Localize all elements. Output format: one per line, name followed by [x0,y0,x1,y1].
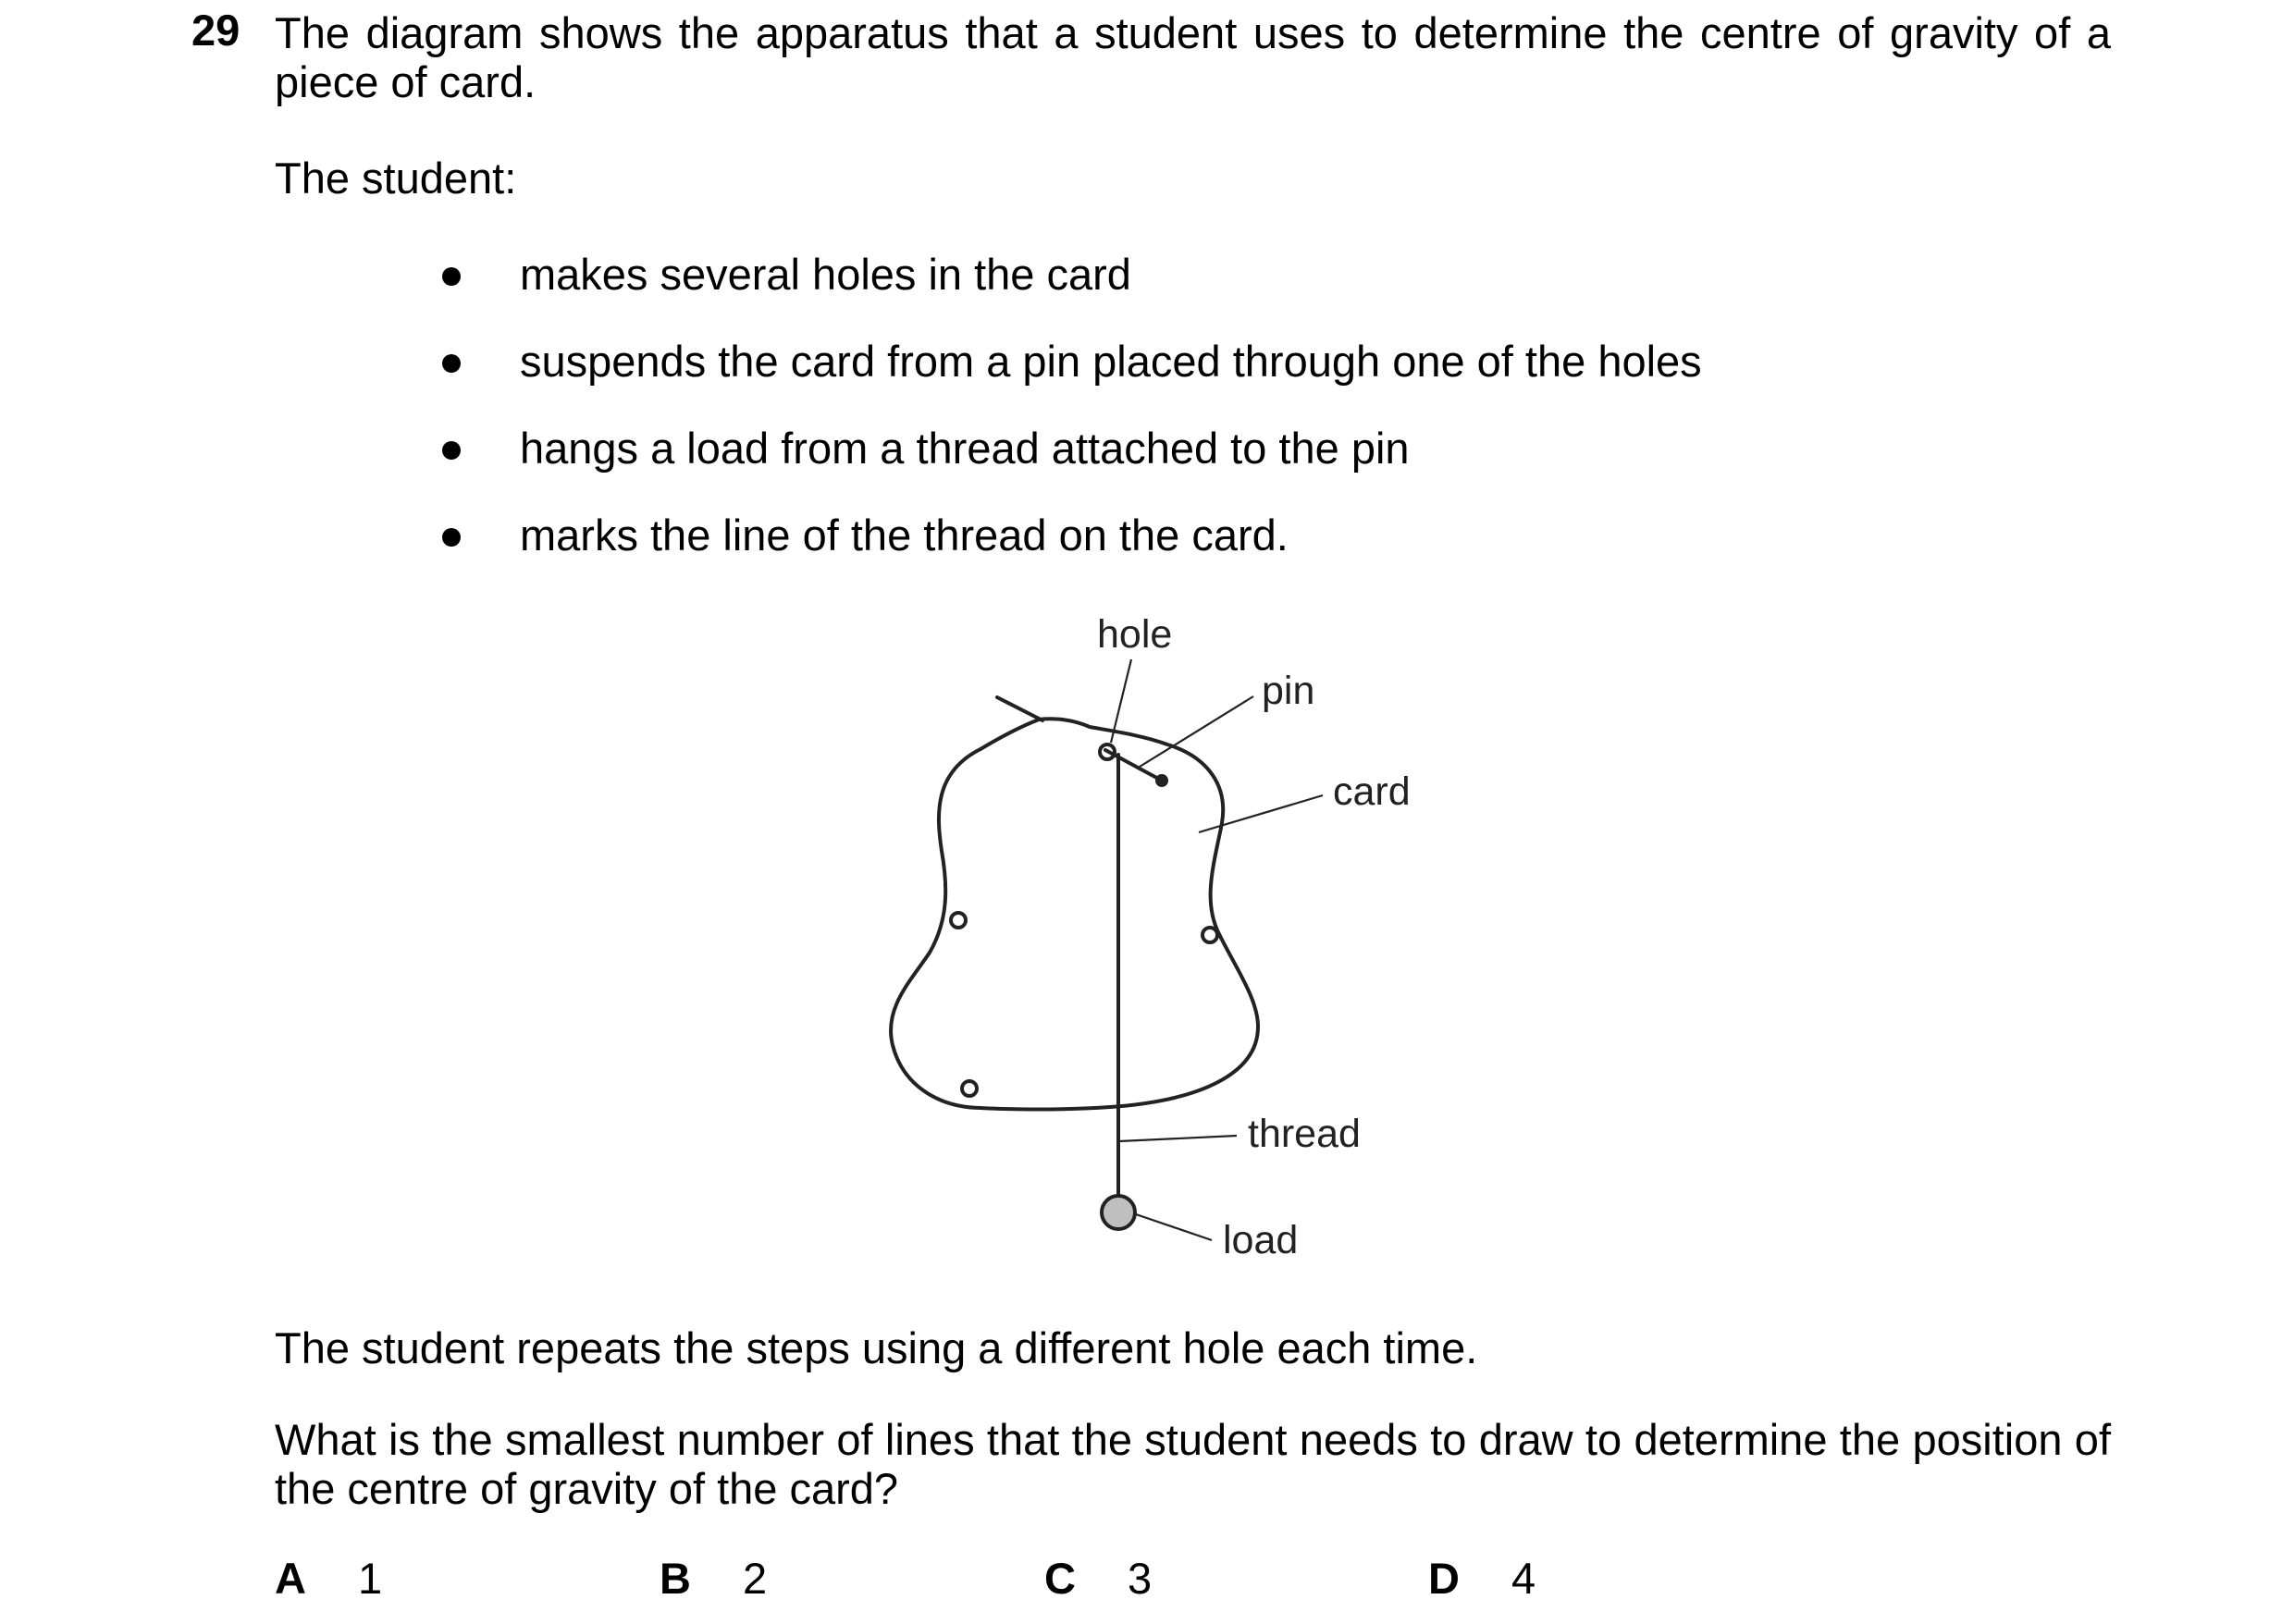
step-text: marks the line of the thread on the card. [520,511,1289,560]
pin-tail [997,697,1042,720]
bullet-icon [442,441,461,460]
load-leader [1136,1214,1212,1240]
pin-line [1105,750,1162,781]
option-value: 4 [1511,1554,1536,1603]
option-letter: C [1044,1554,1076,1603]
step-text: suspends the card from a pin placed through one of the holes [520,337,1702,386]
hole-label: hole [1097,612,1173,657]
option-c[interactable] [1044,1554,1153,1603]
option-a[interactable] [275,1554,383,1603]
hole-icon [1202,928,1217,942]
bullet-icon [442,354,461,373]
bullet-icon [442,528,461,547]
hole-leader [1111,659,1131,743]
load-icon [1102,1196,1135,1229]
pin-leader [1140,696,1253,767]
hole-icon [962,1081,977,1096]
intro-text: The student: [275,154,517,203]
bullet-icon [442,267,461,286]
list-item [442,425,1702,512]
repeat-text: The student repeats the steps using a different hole each time. [275,1323,1478,1372]
list-item [442,512,1702,599]
card-label: card [1333,769,1411,814]
thread-leader [1119,1136,1237,1141]
pin-head-icon [1155,774,1168,787]
step-text: makes several holes in the card [520,250,1131,299]
option-letter: D [1428,1554,1460,1603]
question-prompt: What is the smallest number of lines that the student needs to draw to determine the position of the centre of gravity of the card? [275,1415,2111,1513]
card-outline [891,719,1258,1109]
option-value: 1 [358,1554,383,1603]
list-item [442,252,1702,338]
option-letter: A [275,1554,306,1603]
step-text: hangs a load from a thread attached to the pin [520,424,1410,473]
option-letter: B [660,1554,691,1603]
option-value: 3 [1128,1554,1153,1603]
hole-icon [951,913,966,928]
card-leader [1199,795,1323,832]
option-b[interactable] [660,1554,768,1603]
option-d[interactable] [1428,1554,1536,1603]
pin-label: pin [1262,669,1315,713]
list-item [442,338,1702,425]
question-stem: The diagram shows the apparatus that a student uses to determine the centre of gravity of a piece of card. [275,8,2111,106]
option-value: 2 [743,1554,768,1603]
load-label: load [1223,1218,1299,1262]
thread-label: thread [1248,1112,1361,1156]
hanging-hole-icon [1100,744,1115,759]
question-number: 29 [191,6,240,55]
steps-list [442,252,1702,599]
